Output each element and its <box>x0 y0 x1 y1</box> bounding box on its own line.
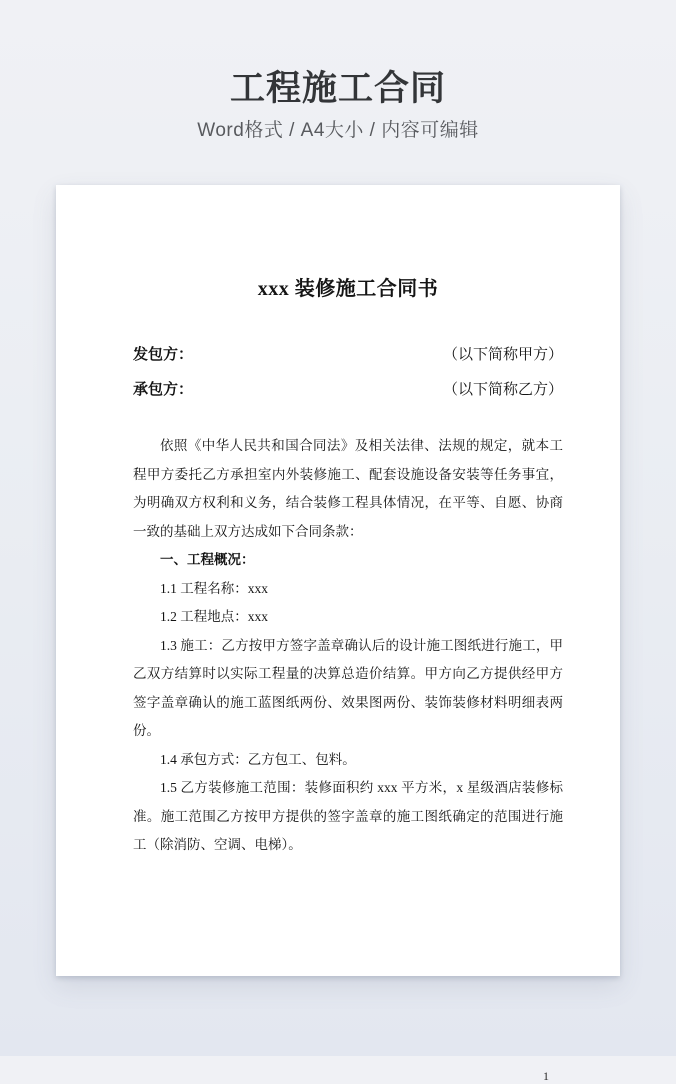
document-body <box>133 432 563 860</box>
document-page-content <box>56 185 620 1083</box>
employer-label: 发包方： <box>133 347 194 363</box>
clause-1-3: 1.3 施工：乙方按甲方签字盖章确认后的设计施工图纸进行施工，甲乙双方结算时以实际工程量的决算总造价结算。甲方向乙方提供经甲方签字盖章确认的施工蓝图纸两份、效果图两份、装饰装修材料明细表两份。 <box>133 637 563 738</box>
poster-title: 工程施工合同 <box>229 69 446 108</box>
party-row-contractor <box>133 373 563 408</box>
document-title: xxx 装修施工合同书 <box>257 278 439 300</box>
document-page-preview <box>56 185 620 1083</box>
party-row-employer <box>133 338 563 373</box>
clause-1-5: 1.5 乙方装修施工范围：装修面积约 xxx 平方米，x 星级酒店装修标准。施工范围乙方按甲方提供的签字盖章的施工图纸确定的范围进行施工（除消防、空调、电梯）。 <box>133 780 563 852</box>
section-heading-project-overview: 一、工程概况： <box>160 552 255 567</box>
clause-1-4: 1.4 承包方式：乙方包工、包料。 <box>160 751 356 767</box>
contractor-label: 承包方： <box>133 382 194 398</box>
employer-alias-note: （以下简称甲方） <box>442 347 563 363</box>
poster-banner <box>0 0 676 143</box>
clause-1-2: 1.2 工程地点：xxx <box>160 609 268 624</box>
poster-subtitle: Word格式 / A4大小 / 内容可编辑 <box>197 120 479 141</box>
intro-paragraph: 依照《中华人民共和国合同法》及相关法律、法规的规定，就本工程甲方委托乙方承担室内外装修施工、配套设施设备安装等任务事宜，为明确双方权利和义务，结合装修工程具体情况，在平等、自愿、协商一致的基础上双方达成如下合同条款： <box>133 438 563 539</box>
contractor-alias-note: （以下简称乙方） <box>442 382 563 398</box>
clause-1-1: 1.1 工程名称：xxx <box>160 580 268 596</box>
page-number: 1 <box>543 1069 549 1083</box>
